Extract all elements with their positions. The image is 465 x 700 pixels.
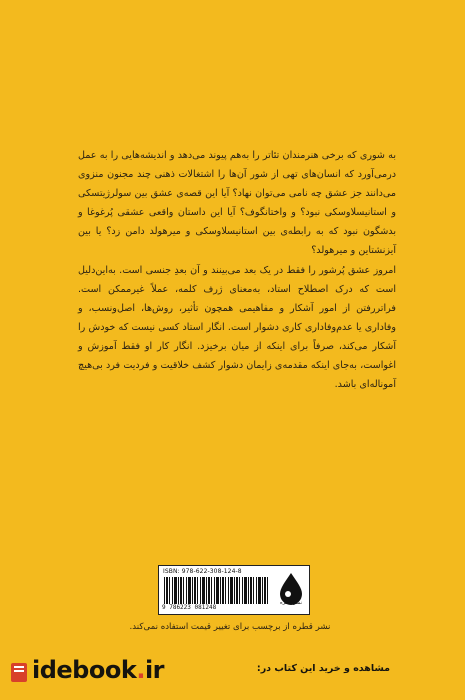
barcode-panel [158,565,310,615]
watermark-site-tld: ir [144,656,164,684]
publisher-price-note: نشر قطره از برچسب برای تغییر قیمت استفاده نمی‌کند. [129,622,331,632]
blurb-text [78,146,396,394]
blurb-paragraph-2: امروز عشق پُرشور را فقط در یک بعد می‌بینند و آن بعدِ جنسی است. به‌این‌دلیل است که درک اصطلاح استاد، به‌معنای ژرف کلمه، عملاً غیرممکن است. فراتررفتن از امور آشکار و مفاهیمی همچون تأثیر، روش‌ها، اصل‌ونسب، و وفاداری یا عدم‌وفاداری کاری دشوار است. انگار استاد کسی نیست که خودش را آشکار می‌کند، صرفاً برای اینکه از میان برخیزد. انگار کار او فقط آموزش و اغواست، به‌جای اینکه مقدمه‌ی زایمان دشوار کشف خلاقیت و فردیت فرد بی‌هیچ آموناله‌ای باشد. [78,264,396,391]
watermark-banner[interactable] [0,648,465,700]
blurb-paragraph-1: به شوری که برخی هنرمندان تئاتر را به‌هم پیوند می‌دهد و اندیشه‌هایی را به عمل درمی‌آورد که انسان‌های تهی از شور آن‌ها را اشتغالات ذهنی چند مجنون منزوی می‌دانند جز عشق چه نامی می‌توان نهاد؟ آیا این قصه‌ی عشق بین سولرژیتسکی و استانیسلاوسکی نبود؟ و واختانگوف؟ آیا این داستان واقعی عشقی پُرغوغا و بدشگون نبود که به رابطه‌ی بین استانیسلاوسکی و میرهولد دامن زد؟ یا بین آیزنشتاین و میرهولد؟ [78,150,396,257]
barcode-bars [164,577,268,604]
watermark-caption: مشاهده و خرید این کتاب در: [256,663,390,674]
isbn-label: ISBN: 978-622-308-124-8 [163,568,242,575]
watermark-site-dot: . [136,656,145,684]
watermark-site-main: idebook [32,656,137,684]
publisher-name-small: نشر قطره [279,600,303,606]
watermark-site-name[interactable] [8,656,164,684]
barcode-digits: 9 786223 081248 [162,604,217,611]
